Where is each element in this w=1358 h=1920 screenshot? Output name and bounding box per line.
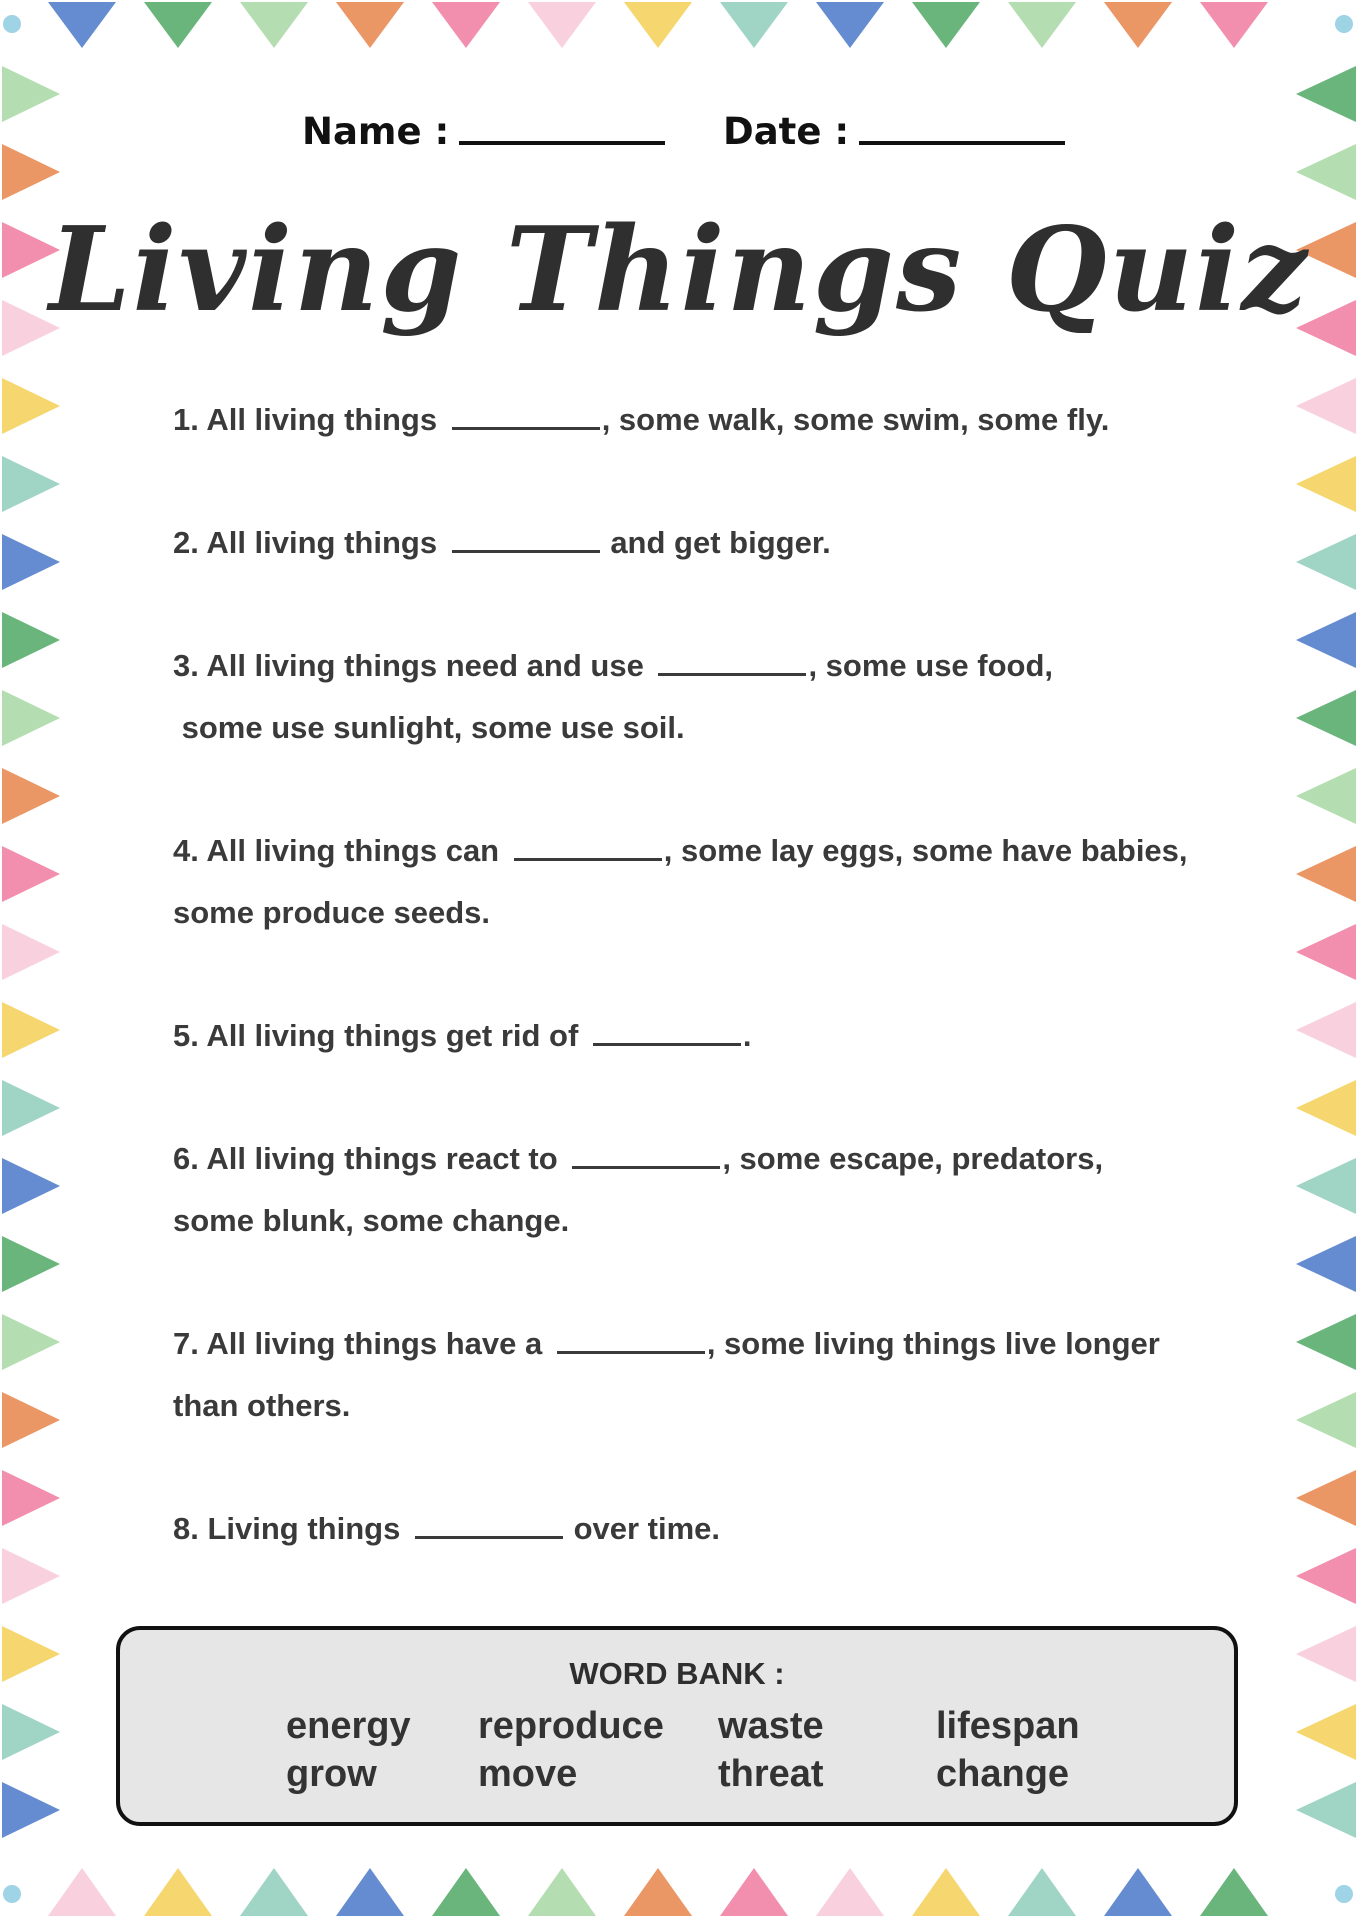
border-triangle-bottom [912, 1868, 980, 1916]
border-triangle-top [48, 2, 116, 48]
word-bank-word: reproduce [478, 1705, 664, 1747]
page-title: Living Things Quiz [48, 202, 1310, 338]
border-triangle-left [2, 846, 60, 902]
question-continuation: some produce seeds. [173, 895, 491, 930]
border-triangle-top [912, 2, 980, 48]
question-2 [173, 512, 831, 574]
border-triangle-right [1296, 1236, 1356, 1292]
border-triangle-left [2, 1704, 60, 1760]
border-triangle-right [1296, 144, 1356, 200]
question-line [173, 1128, 1103, 1190]
border-triangle-bottom [1104, 1868, 1172, 1916]
question-4 [173, 820, 1188, 944]
question-7 [173, 1313, 1160, 1437]
border-triangle-top [336, 2, 404, 48]
question-continuation: some blunk, some change. [173, 1203, 570, 1238]
border-triangle-left [2, 1314, 60, 1370]
border-triangle-bottom [720, 1868, 788, 1916]
border-triangle-left [2, 1782, 60, 1838]
answer-blank[interactable] [452, 550, 600, 553]
word-bank-word: change [936, 1753, 1070, 1795]
question-text: 3. All living things need and use [173, 648, 653, 683]
corner-dot [3, 1885, 21, 1903]
border-triangle-bottom [336, 1868, 404, 1916]
corner-dot [1335, 1885, 1353, 1903]
corner-dot [3, 15, 21, 33]
border-triangle-left [2, 1002, 60, 1058]
word-bank-title: WORD BANK : [569, 1656, 785, 1691]
name-label: Name : [302, 110, 450, 153]
question-text: . [742, 1018, 752, 1053]
border-triangle-top [624, 2, 692, 48]
name-line[interactable] [459, 141, 665, 145]
question-line [173, 820, 1188, 882]
border-triangle-top [144, 2, 212, 48]
name-field [302, 110, 665, 153]
border-triangle-top [1200, 2, 1268, 48]
question-text: 7. All living things have a [173, 1326, 551, 1361]
question-6 [173, 1128, 1103, 1252]
border-triangle-left [2, 534, 60, 590]
border-triangle-right [1296, 1002, 1356, 1058]
corner-dot [1335, 15, 1353, 33]
border-triangle-left [2, 66, 60, 122]
date-field [723, 110, 1065, 153]
border-triangle-left [2, 1548, 60, 1604]
answer-blank[interactable] [415, 1536, 563, 1539]
border-triangle-left [2, 924, 60, 980]
question-1 [173, 389, 1109, 451]
word-bank-word: lifespan [936, 1705, 1080, 1747]
border-triangle-right [1296, 1704, 1356, 1760]
word-bank-word: energy [286, 1705, 411, 1747]
border-triangle-right [1296, 768, 1356, 824]
question-line [173, 1313, 1160, 1375]
answer-blank[interactable] [593, 1043, 741, 1046]
border-triangle-bottom [1200, 1868, 1268, 1916]
border-triangle-right [1296, 612, 1356, 668]
border-triangle-right [1296, 1392, 1356, 1448]
question-text: , some walk, some swim, some fly. [601, 402, 1110, 437]
answer-blank[interactable] [557, 1351, 705, 1354]
question-text: , some living things live longer [706, 1326, 1160, 1361]
border-triangle-left [2, 144, 60, 200]
border-triangle-left [2, 768, 60, 824]
border-triangle-right [1296, 1080, 1356, 1136]
question-text: 8. Living things [173, 1511, 409, 1546]
question-3 [173, 635, 1053, 759]
border-triangle-left [2, 1626, 60, 1682]
question-line [173, 389, 1109, 451]
question-text: and get bigger. [601, 525, 831, 560]
border-triangle-top [816, 2, 884, 48]
border-triangle-top [1104, 2, 1172, 48]
border-triangle-bottom [432, 1868, 500, 1916]
question-text: 1. All living things [173, 402, 446, 437]
question-text: 5. All living things get rid of [173, 1018, 587, 1053]
border-triangle-bottom [528, 1868, 596, 1916]
border-triangle-left [2, 690, 60, 746]
question-text: 4. All living things can [173, 833, 508, 868]
border-triangle-bottom [1008, 1868, 1076, 1916]
word-bank-column [936, 1702, 1080, 1798]
word-bank-box [116, 1626, 1238, 1826]
border-triangle-right [1296, 534, 1356, 590]
border-triangle-bottom [48, 1868, 116, 1916]
question-8 [173, 1498, 720, 1560]
border-triangle-right [1296, 378, 1356, 434]
question-line [173, 1498, 720, 1560]
date-line[interactable] [859, 141, 1065, 145]
border-triangle-bottom [624, 1868, 692, 1916]
border-triangle-left [2, 456, 60, 512]
question-line [173, 512, 831, 574]
border-triangle-top [528, 2, 596, 48]
question-continuation: some use sunlight, some use soil. [173, 710, 685, 745]
border-triangle-right [1296, 1782, 1356, 1838]
border-triangle-right [1296, 1548, 1356, 1604]
question-line [173, 1005, 752, 1067]
border-triangle-right [1296, 1470, 1356, 1526]
border-triangle-left [2, 378, 60, 434]
word-bank-word: threat [718, 1753, 824, 1795]
border-triangle-right [1296, 690, 1356, 746]
border-triangle-right [1296, 1314, 1356, 1370]
border-triangle-right [1296, 846, 1356, 902]
word-bank-word: waste [718, 1705, 824, 1747]
question-text: , some escape, predators, [722, 1141, 1104, 1176]
border-triangle-right [1296, 1158, 1356, 1214]
question-text: , some use food, [808, 648, 1054, 683]
question-text: 2. All living things [173, 525, 446, 560]
border-triangle-right [1296, 924, 1356, 980]
answer-blank[interactable] [572, 1166, 720, 1169]
answer-blank[interactable] [658, 673, 806, 676]
border-triangle-left [2, 1158, 60, 1214]
border-triangle-left [2, 1392, 60, 1448]
date-label: Date : [723, 110, 850, 153]
answer-blank[interactable] [514, 858, 662, 861]
border-triangle-right [1296, 456, 1356, 512]
word-bank-column [478, 1702, 664, 1798]
word-bank-column [286, 1702, 411, 1798]
border-triangle-bottom [240, 1868, 308, 1916]
question-5 [173, 1005, 752, 1067]
question-line [173, 635, 1053, 697]
border-triangle-right [1296, 66, 1356, 122]
question-continuation: than others. [173, 1388, 351, 1423]
border-triangle-left [2, 1080, 60, 1136]
border-triangle-top [720, 2, 788, 48]
border-triangle-top [432, 2, 500, 48]
border-triangle-right [1296, 1626, 1356, 1682]
border-triangle-top [240, 2, 308, 48]
border-triangle-left [2, 612, 60, 668]
word-bank-word: move [478, 1753, 578, 1795]
border-triangle-left [2, 1236, 60, 1292]
question-text: 6. All living things react to [173, 1141, 567, 1176]
question-text: over time. [564, 1511, 721, 1546]
answer-blank[interactable] [452, 427, 600, 430]
word-bank-word: grow [286, 1753, 377, 1795]
question-text: , some lay eggs, some have babies, [663, 833, 1188, 868]
border-triangle-bottom [816, 1868, 884, 1916]
border-triangle-left [2, 1470, 60, 1526]
border-triangle-bottom [144, 1868, 212, 1916]
border-triangle-top [1008, 2, 1076, 48]
word-bank-column [718, 1702, 824, 1798]
